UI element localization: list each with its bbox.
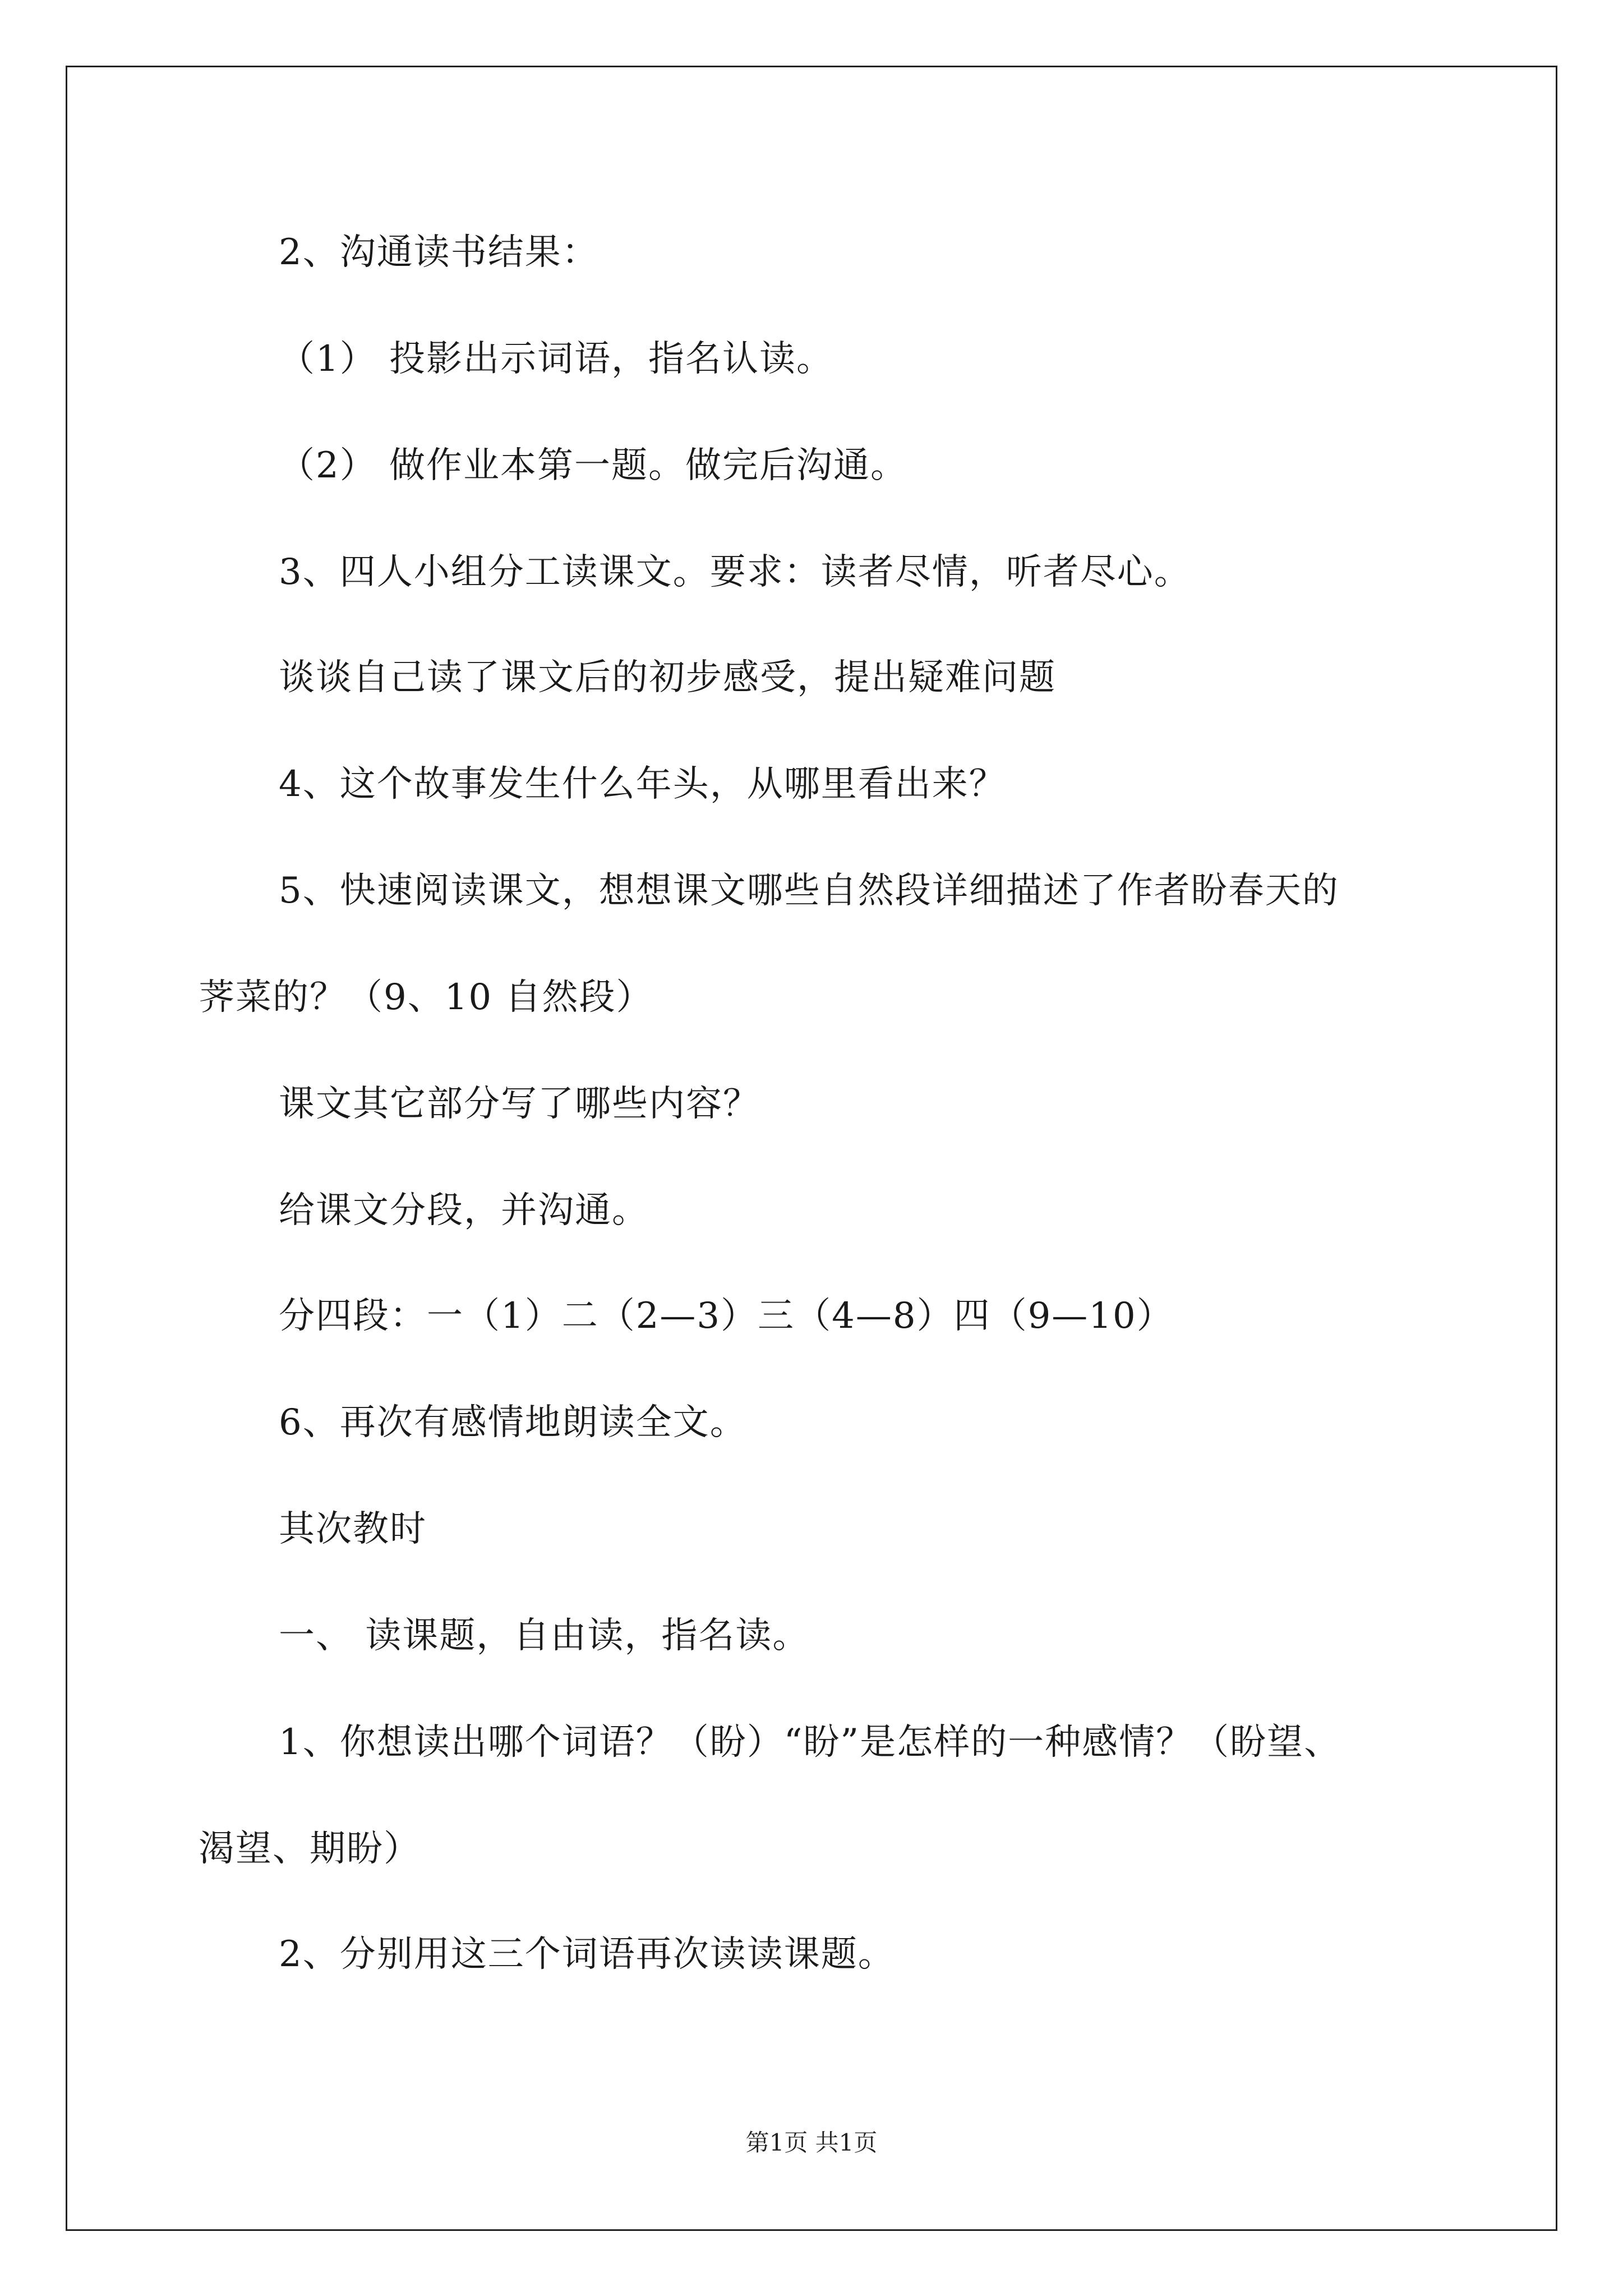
- text-line: （1） 投影出示词语，指名认读。: [279, 338, 834, 380]
- page-footer: 第1页 共1页: [745, 2129, 878, 2156]
- text-line: 荠菜的？（9、10 自然段）: [199, 977, 653, 1018]
- text-line: 6、再次有感情地朗读全文。: [279, 1402, 747, 1443]
- text-line: （2） 做作业本第一题。做完后沟通。: [279, 445, 908, 486]
- text-line: 分四段：一（1）二（2—3）三（4—8）四（9—10）: [279, 1295, 1174, 1337]
- text-line: 4、这个故事发生什么年头，从哪里看出来？: [279, 763, 1006, 805]
- page-border: [66, 66, 1557, 2231]
- text-line: 1、你想读出哪个词语？（盼）“盼”是怎样的一种感情？（盼望、: [279, 1722, 1341, 1763]
- text-line: 渴望、期盼）: [199, 1828, 421, 1870]
- section-heading: 其次教时: [279, 1508, 427, 1550]
- text-line: 2、沟通读书结果：: [279, 232, 599, 273]
- text-line: 5、快速阅读课文，想想课文哪些自然段详细描述了作者盼春天的: [279, 870, 1339, 912]
- text-line: 一、 读课题，自由读，指名读。: [279, 1615, 810, 1657]
- text-line: 2、分别用这三个词语再次读读课题。: [279, 1934, 895, 1975]
- text-line: 给课文分段，并沟通。: [279, 1190, 649, 1231]
- text-line: 课文其它部分写了哪些内容？: [279, 1083, 760, 1125]
- text-line: 谈谈自己读了课文后的初步感受，提出疑难问题: [279, 657, 1056, 698]
- text-line: 3、四人小组分工读课文。要求：读者尽情，听者尽心。: [279, 551, 1191, 593]
